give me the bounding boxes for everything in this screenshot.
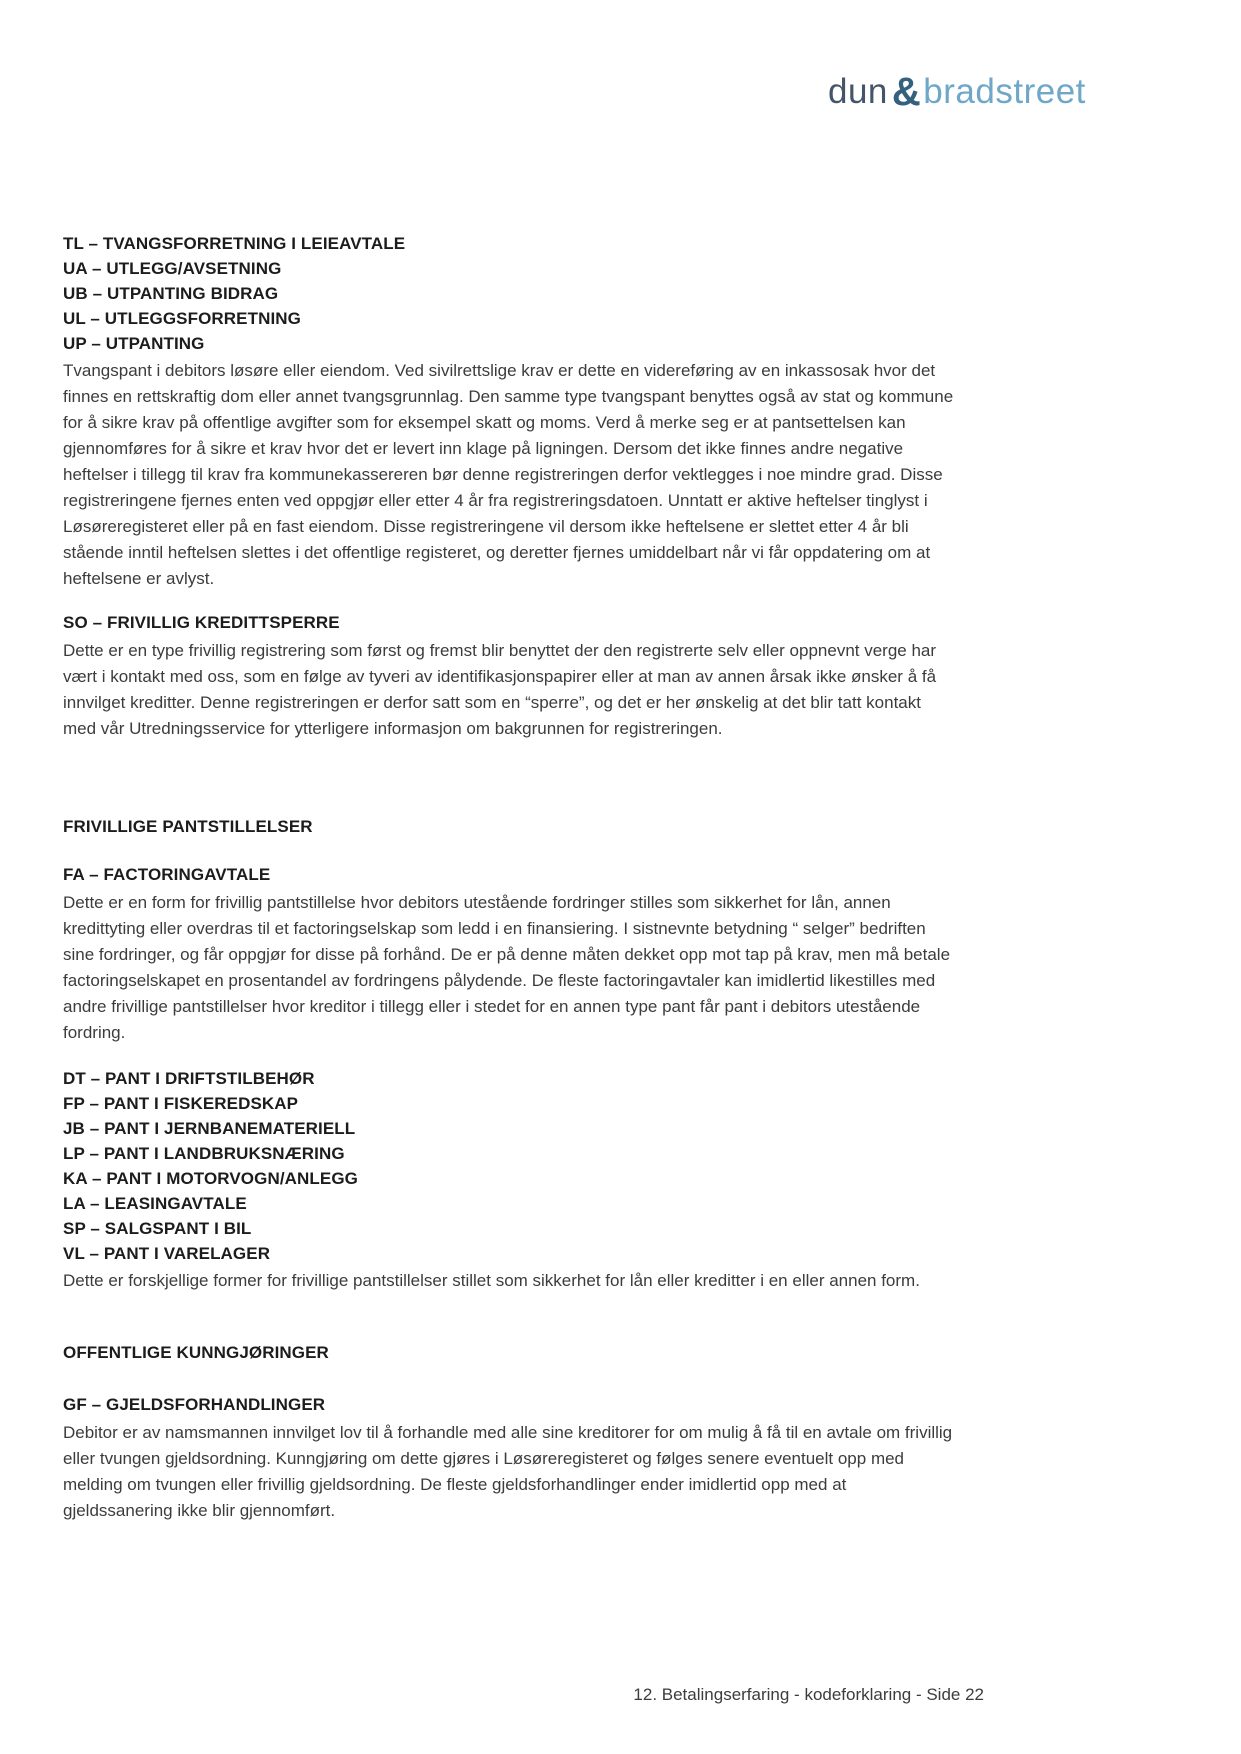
- code-heading-ua: UA – UTLEGG/AVSETNING: [63, 259, 282, 278]
- code-list-pant: [63, 1066, 958, 1266]
- code-heading-ul: UL – UTLEGGSFORRETNING: [63, 309, 302, 328]
- paragraph-kredittsperre: Dette er en type frivillig registrering som først og fremst blir benyttet der den registrerte selv eller oppnevnt verge har vært i kontakt med oss, som en følge av tyveri av identifikasjonspapirer eller at man av annen årsak ikke ønsker å få innvilget kreditter. Denne registreringen er derfor satt som en “sperre”, og det er her ønskelig at det blir tatt kontakt med vår Utredningsservice for ytterligere informasjon om bakgrunnen for registreringen.: [63, 641, 937, 738]
- code-list-tvangspant: [63, 231, 958, 356]
- code-heading-lp: LP – PANT I LANDBRUKSNÆRING: [63, 1144, 345, 1163]
- paragraph-tvangspant: Tvangspant i debitors løsøre eller eiendom. Ved sivilrettslige krav er dette en videreføring av en inkassosak hvor det finnes en rettskraftig dom eller annet tvangsgrunnlag. Den samme type tvangspant benyttes også av stat og kommune for å sikre krav på offentlige avgifter som for eksempel skatt og moms. Verd å merke seg er at pantsettelsen kan gjennomføres for å sikre et krav hvor det er levert inn klage på ligningen. Dersom det ikke finnes andre negative heftelser i tillegg til krav fra kommunekassereren bør denne registreringen derfor vektlegges i noe mindre grad. Disse registreringene fjernes enten ved oppgjør eller etter 4 år fra registreringsdatoen. Unntatt er aktive heftelser tinglyst i Løsøreregisteret eller på en fast eiendom. Disse registreringene vil dersom ikke heftelsene er slettet etter 4 år bli stående inntil heftelsen slettes i det offentlige registeret, og deretter fjernes umiddelbart når vi får oppdatering om at heftelsene er avlyst.: [63, 361, 954, 588]
- code-heading-vl: VL – PANT I VARELAGER: [63, 1244, 271, 1263]
- code-heading-up: UP – UTPANTING: [63, 334, 205, 353]
- ampersand-icon: &: [891, 70, 922, 114]
- paragraph-gjeldsforhandlinger: Debitor er av namsmannen innvilget lov til å forhandle med alle sine kreditorer for om mulig å få til en avtale om frivillig eller tvungen gjeldsordning. Kunngjøring om dette gjøres i Løsøreregisteret og følges senere eventuelt opp med melding om tvungen eller frivillig gjeldsordning. De fleste gjeldsforhandlinger ender imidlertid opp med at gjeldssanering ikke blir gjennomført.: [63, 1423, 953, 1520]
- section-title-frivillige-pantstillelser: FRIVILLIGE PANTSTILLELSER: [63, 817, 313, 836]
- logo-text-dun: dun: [828, 72, 888, 111]
- code-heading-dt: DT – PANT I DRIFTSTILBEHØR: [63, 1069, 315, 1088]
- code-heading-fp: FP – PANT I FISKEREDSKAP: [63, 1094, 299, 1113]
- dun-bradstreet-logo: [828, 72, 1086, 112]
- logo-text-bradstreet: bradstreet: [923, 72, 1086, 111]
- code-heading-gf: GF – GJELDSFORHANDLINGER: [63, 1395, 326, 1414]
- code-heading-so: SO – FRIVILLIG KREDITTSPERRE: [63, 613, 340, 632]
- code-heading-sp: SP – SALGSPANT I BIL: [63, 1219, 252, 1238]
- code-heading-fa: FA – FACTORINGAVTALE: [63, 865, 271, 884]
- code-heading-jb: JB – PANT I JERNBANEMATERIELL: [63, 1119, 356, 1138]
- code-heading-la: LA – LEASINGAVTALE: [63, 1194, 247, 1213]
- code-heading-ka: KA – PANT I MOTORVOGN/ANLEGG: [63, 1169, 358, 1188]
- page-content: [63, 231, 958, 1524]
- code-heading-ub: UB – UTPANTING BIDRAG: [63, 284, 279, 303]
- paragraph-pant-codes: Dette er forskjellige former for frivillige pantstillelser stillet som sikkerhet for lån eller kreditter i en eller annen form.: [63, 1271, 920, 1290]
- paragraph-factoringavtale: Dette er en form for frivillig pantstillelse hvor debitors utestående fordringer stilles som sikkerhet for lån, annen kredittyting eller overdras til et factoringselskap som ledd i en finansiering. I sistnevnte betydning “ selger” bedriften sine fordringer, og får oppgjør for disse på forhånd. De er på denne måten dekket opp mot tap på krav, men må betale factoringselskapet en prosentandel av fordringens pålydende. De fleste factoringavtaler kan imidlertid likestilles med andre frivillige pantstillelser hvor kreditor i tillegg eller i stedet for en annen type pant får pant i debitors utestående fordring.: [63, 893, 951, 1042]
- code-heading-tl: TL – TVANGSFORRETNING I LEIEAVTALE: [63, 234, 406, 253]
- section-title-offentlige-kunngjoringer: OFFENTLIGE KUNNGJØRINGER: [63, 1343, 329, 1362]
- page-footer: 12. Betalingserfaring - kodeforklaring - Side 22: [633, 1685, 984, 1704]
